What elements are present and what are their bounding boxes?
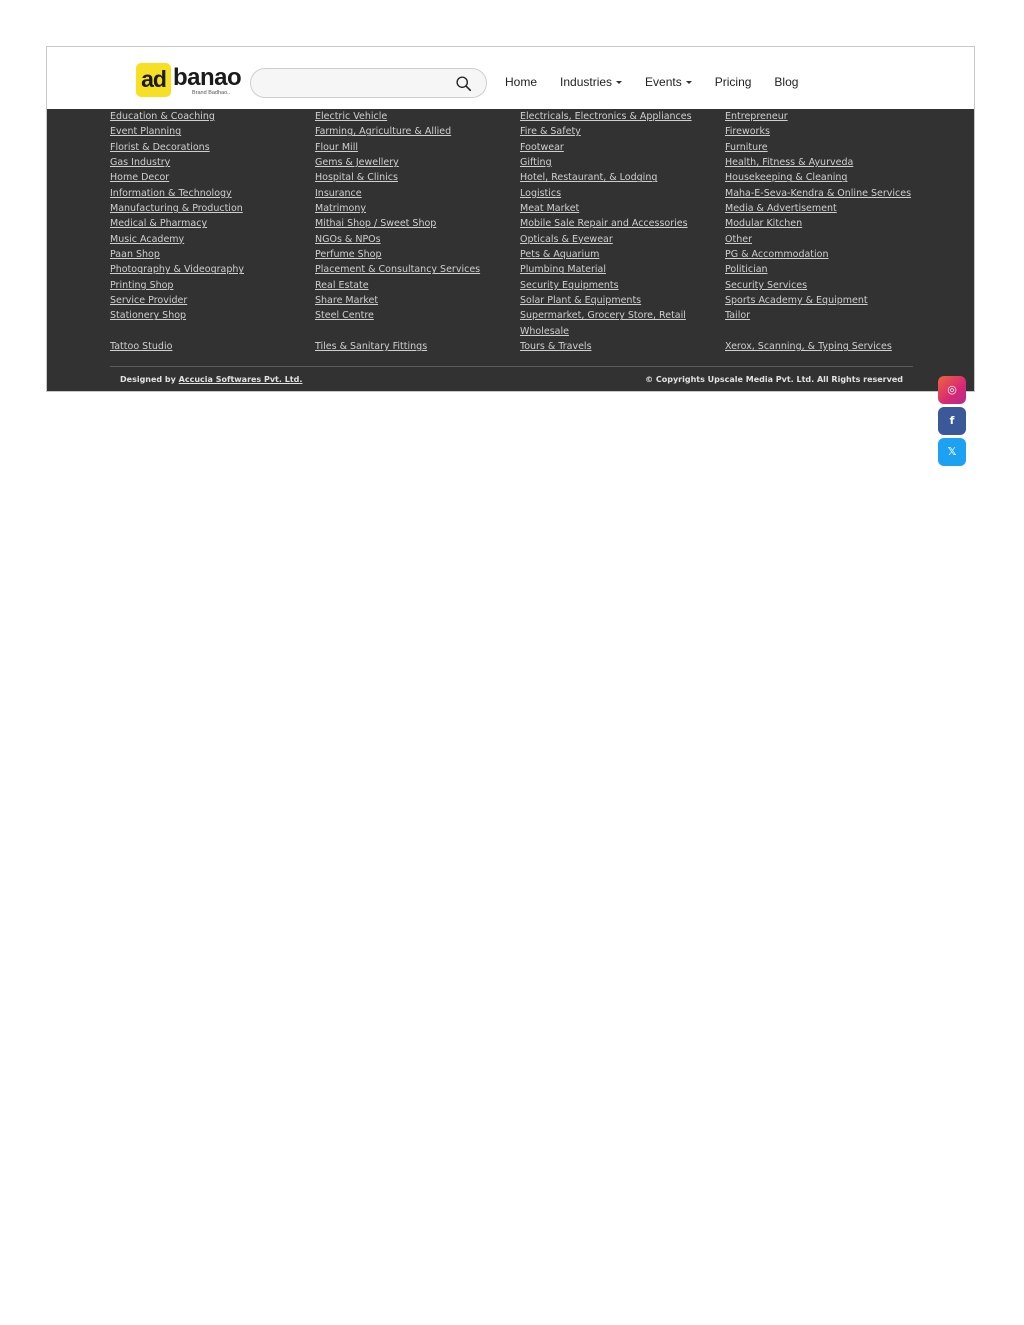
spacer [725, 324, 911, 339]
nav-pricing[interactable] [715, 75, 752, 89]
nav-events[interactable] [645, 75, 692, 89]
industry-link[interactable]: Flour Mill [315, 141, 358, 153]
industry-link[interactable]: Security Services [725, 279, 808, 291]
industry-link[interactable]: Matrimony [315, 203, 366, 215]
twitter-button[interactable] [938, 438, 966, 466]
industry-link[interactable]: Tattoo Studio [110, 341, 173, 353]
industry-link[interactable]: Gifting [520, 157, 552, 169]
nav-blog[interactable] [774, 75, 798, 89]
industry-link[interactable]: Hotel, Restaurant, & Lodging [520, 172, 658, 184]
industry-link[interactable]: Gas Industry [110, 157, 171, 169]
industry-link[interactable]: Tiles & Sanitary Fittings [315, 341, 428, 353]
industry-link[interactable]: Security Equipments [520, 279, 619, 291]
industry-link[interactable]: Entrepreneur [725, 111, 788, 122]
instagram-button[interactable] [938, 376, 966, 404]
facebook-icon: f [949, 414, 955, 427]
industry-link[interactable]: Footwear [520, 141, 564, 153]
industry-link[interactable]: Politician [725, 264, 768, 276]
industry-link[interactable]: Furniture [725, 141, 768, 153]
industry-link[interactable]: Share Market [315, 295, 379, 307]
copyright-text: © Copyrights Upscale Media Pvt. Ltd. All Rights reserved [645, 375, 903, 384]
industry-link[interactable]: Tours & Travels [520, 341, 592, 353]
industry-link[interactable]: Printing Shop [110, 279, 174, 291]
page-frame [46, 46, 975, 392]
designed-by-label: Designed by [120, 375, 176, 384]
industry-link[interactable]: Event Planning [110, 126, 182, 138]
industry-link[interactable]: PG & Accommodation [725, 249, 829, 261]
caret-down-icon [686, 81, 692, 84]
nav-label: Pricing [714, 75, 752, 89]
industry-link[interactable]: Real Estate [315, 279, 369, 291]
x-twitter-icon: 𝕏 [947, 445, 957, 458]
footer [47, 109, 974, 391]
search-input[interactable] [250, 68, 487, 98]
industry-link[interactable]: NGOs & NPOs [315, 233, 381, 245]
navbar [47, 47, 974, 109]
nav-label: Events [645, 75, 682, 89]
industry-link[interactable]: Electric Vehicle [315, 111, 388, 122]
industry-link[interactable]: Electricals, Electronics & Appliances [520, 111, 692, 122]
industry-link[interactable]: Media & Advertisement [725, 203, 837, 215]
industry-link[interactable]: Plumbing Material [520, 264, 606, 276]
industry-link[interactable]: Insurance [315, 187, 362, 199]
nav-industries[interactable] [560, 75, 622, 89]
footer-column-4 [725, 109, 911, 355]
industry-link[interactable]: Home Decor [110, 172, 170, 184]
industry-link[interactable]: Pets & Aquarium [520, 249, 600, 261]
industry-link[interactable]: Photography & Videography [110, 264, 245, 276]
industry-link[interactable]: Modular Kitchen [725, 218, 803, 230]
industry-link[interactable]: Wholesale [520, 325, 569, 337]
industry-link[interactable]: Gems & Jewellery [315, 157, 399, 169]
footer-column-3 [520, 109, 692, 355]
industry-link[interactable]: Fire & Safety [520, 126, 581, 138]
logo-wordmark: banao [173, 64, 242, 91]
logo-ad-mark: ad [136, 63, 171, 97]
industry-link[interactable]: Florist & Decorations [110, 141, 210, 153]
spacer [315, 324, 480, 339]
logo-tagline: Brand Badhao.. [192, 90, 231, 96]
footer-divider [110, 366, 913, 367]
industry-link[interactable]: Fireworks [725, 126, 770, 138]
nav-home[interactable] [505, 75, 537, 89]
industry-link[interactable]: Paan Shop [110, 249, 160, 261]
instagram-icon: ◎ [947, 383, 957, 396]
industry-link[interactable]: Manufacturing & Production [110, 203, 243, 215]
industry-link[interactable]: Maha-E-Seva-Kendra & Online Services [725, 187, 912, 199]
industry-link[interactable]: Information & Technology [110, 187, 232, 199]
facebook-button[interactable] [938, 407, 966, 435]
nav-label: Home [505, 75, 538, 89]
industry-link[interactable]: Mobile Sale Repair and Accessories [520, 218, 688, 230]
designer-company-link[interactable]: Accucia Softwares Pvt. Ltd. [178, 375, 303, 384]
nav-label: Blog [774, 75, 799, 89]
industry-link[interactable]: Other [725, 233, 752, 245]
industry-link[interactable]: Housekeeping & Cleaning [725, 172, 848, 184]
industry-link[interactable]: Perfume Shop [315, 249, 382, 261]
industry-link[interactable]: Farming, Agriculture & Allied [315, 126, 452, 138]
search-icon[interactable] [455, 75, 472, 92]
main-nav [505, 75, 821, 89]
footer-column-2 [315, 109, 480, 355]
nav-label: Industries [560, 75, 613, 89]
industry-link[interactable]: Education & Coaching [110, 111, 215, 122]
designed-by [120, 375, 302, 384]
footer-column-1 [110, 109, 244, 355]
industry-link[interactable]: Mithai Shop / Sweet Shop [315, 218, 437, 230]
industry-link[interactable]: Steel Centre [315, 310, 374, 322]
industry-link[interactable]: Placement & Consultancy Services [315, 264, 481, 276]
industry-link[interactable]: Medical & Pharmacy [110, 218, 208, 230]
industry-link[interactable]: Stationery Shop [110, 310, 187, 322]
caret-down-icon [616, 81, 622, 84]
industry-link[interactable]: Hospital & Clinics [315, 172, 398, 184]
spacer [110, 324, 244, 339]
industry-link[interactable]: Music Academy [110, 233, 185, 245]
industry-link[interactable]: Opticals & Eyewear [520, 233, 613, 245]
industry-link[interactable]: Sports Academy & Equipment [725, 295, 868, 307]
industry-link[interactable]: Service Provider [110, 295, 188, 307]
industry-link[interactable]: Solar Plant & Equipments [520, 295, 642, 307]
industry-link[interactable]: Logistics [520, 187, 562, 199]
industry-link[interactable]: Meat Market [520, 203, 580, 215]
industry-link[interactable]: Tailor [725, 310, 751, 322]
industry-link[interactable]: Supermarket, Grocery Store, Retail [520, 310, 686, 322]
industry-link[interactable]: Health, Fitness & Ayurveda [725, 157, 854, 169]
industry-link[interactable]: Xerox, Scanning, & Typing Services [725, 341, 892, 353]
